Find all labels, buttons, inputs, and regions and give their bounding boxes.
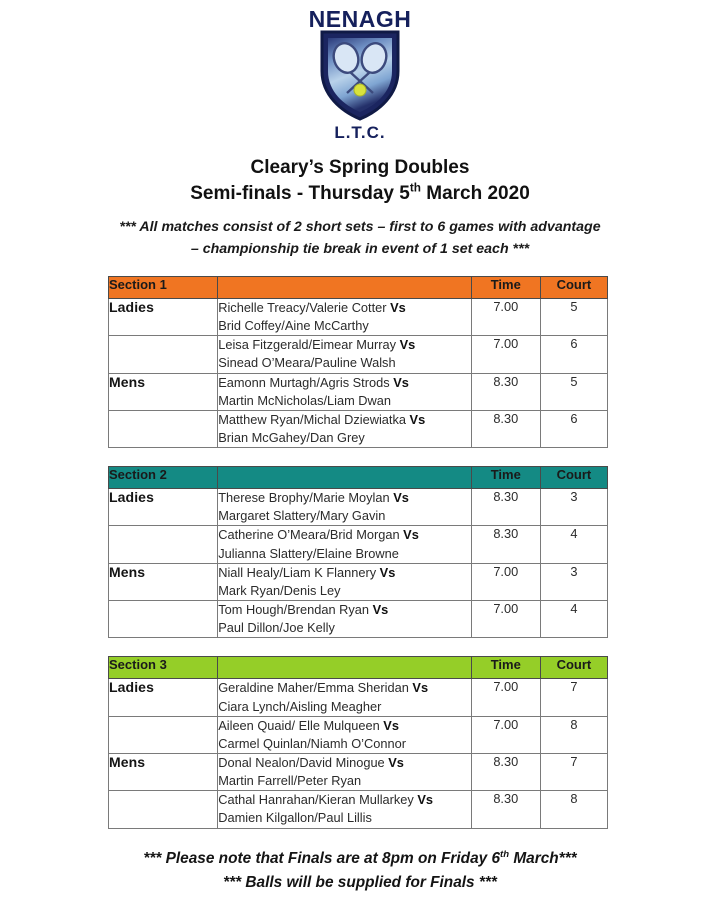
vs-label: Vs [417, 792, 434, 808]
team-a: Therese Brophy/Marie Moylan [218, 490, 390, 506]
team-a: Niall Healy/Liam K Flannery [218, 564, 377, 580]
time-cell: 8.30 [471, 754, 540, 791]
footer-finals-post: March*** [509, 849, 577, 867]
section-name-1: Section 1 [109, 276, 218, 298]
time-cell: 7.00 [471, 336, 540, 373]
team-a: Leisa Fitzgerald/Eimear Murray [218, 337, 397, 353]
match-cell [218, 679, 472, 716]
category-cell [109, 336, 218, 373]
court-cell: 5 [540, 373, 607, 410]
table-row [109, 410, 608, 447]
vs-label: Vs [409, 411, 426, 427]
team-a: Geraldine Maher/Emma Sheridan [218, 680, 409, 696]
category-cell: Mens [109, 754, 218, 791]
time-cell: 8.30 [471, 410, 540, 447]
title-date-ordinal: th [409, 181, 421, 195]
time-column-header-3: Time [471, 657, 540, 679]
match-cell [218, 410, 472, 447]
team-b: Ciara Lynch/Aisling Meagher [218, 698, 382, 714]
table-row [109, 336, 608, 373]
time-cell: 8.30 [471, 791, 540, 828]
time-cell: 7.00 [471, 563, 540, 600]
time-cell: 7.00 [471, 716, 540, 753]
court-cell: 4 [540, 526, 607, 563]
court-cell: 6 [540, 336, 607, 373]
vs-label: Vs [383, 717, 399, 733]
vs-label: Vs [412, 680, 429, 696]
court-cell: 8 [540, 791, 607, 828]
court-cell: 3 [540, 563, 607, 600]
table-row [109, 791, 608, 828]
footer-finals-pre: *** Please note that Finals are at 8pm on Friday 6 [143, 849, 501, 867]
match-cell [218, 526, 472, 563]
team-b: Brid Coffey/Aine McCarthy [218, 318, 369, 334]
section-table-1 [108, 276, 608, 448]
title-line-1: Cleary’s Spring Doubles [250, 157, 470, 178]
team-b: Martin McNicholas/Liam Dwan [218, 392, 392, 408]
match-cell [218, 754, 472, 791]
time-cell: 8.30 [471, 373, 540, 410]
category-cell [109, 791, 218, 828]
match-format-note [0, 217, 720, 260]
section-blank-header-3 [218, 657, 472, 679]
time-column-header-1: Time [471, 276, 540, 298]
match-cell [218, 336, 472, 373]
category-cell: Ladies [109, 489, 218, 526]
team-b: Carmel Quinlan/Niamh O’Connor [218, 735, 406, 751]
court-column-header-1: Court [540, 276, 607, 298]
court-cell: 5 [540, 298, 607, 335]
team-a: Cathal Hanrahan/Kieran Mullarkey [218, 792, 414, 808]
team-a: Aileen Quaid/ Elle Mulqueen [218, 717, 380, 733]
match-cell [218, 601, 472, 638]
time-cell: 7.00 [471, 601, 540, 638]
note-line-1: *** All matches consist of 2 short sets – first to 6 games with advantage [119, 219, 601, 236]
table-row [109, 754, 608, 791]
title-date-post: March 2020 [420, 182, 530, 204]
category-cell [109, 601, 218, 638]
vs-label: Vs [390, 299, 406, 315]
match-cell [218, 716, 472, 753]
team-a: Richelle Treacy/Valerie Cotter [218, 299, 387, 315]
table-row [109, 526, 608, 563]
team-a: Donal Nealon/David Minogue [218, 755, 385, 770]
vs-label: Vs [393, 490, 409, 506]
court-column-header-3: Court [540, 657, 607, 679]
time-cell: 8.30 [471, 489, 540, 526]
vs-label: Vs [393, 374, 409, 390]
match-cell [218, 489, 472, 526]
section-header-row [109, 467, 608, 489]
title-line-2 [0, 181, 720, 207]
team-a: Catherine O’Meara/Brid Morgan [218, 527, 400, 543]
court-cell: 4 [540, 601, 607, 638]
team-b: Martin Farrell/Peter Ryan [218, 773, 362, 789]
table-row [109, 679, 608, 716]
vs-label: Vs [388, 755, 404, 770]
category-cell [109, 716, 218, 753]
team-b: Damien Kilgallon/Paul Lillis [218, 810, 372, 826]
footer-line-2: *** Balls will be supplied for Finals *** [223, 874, 497, 892]
sections-container [0, 276, 720, 829]
section-name-2: Section 2 [109, 467, 218, 489]
table-row [109, 298, 608, 335]
table-row [109, 716, 608, 753]
footer-notes [0, 847, 720, 896]
team-a: Tom Hough/Brendan Ryan [218, 602, 370, 618]
section-table-2 [108, 466, 608, 638]
team-a: Matthew Ryan/Michal Dziewiatka [218, 411, 406, 427]
court-cell: 7 [540, 679, 607, 716]
footer-line-1 [0, 847, 720, 872]
court-cell: 7 [540, 754, 607, 791]
category-cell: Ladies [109, 298, 218, 335]
vs-label: Vs [379, 564, 396, 580]
section-table-3 [108, 656, 608, 828]
club-logo [0, 0, 720, 141]
section-header-row [109, 657, 608, 679]
vs-label: Vs [372, 602, 389, 618]
team-b: Brian McGahey/Dan Grey [218, 429, 365, 445]
team-b: Mark Ryan/Denis Ley [218, 582, 341, 598]
category-cell: Mens [109, 373, 218, 410]
club-initials: L.T.C. [334, 123, 386, 142]
time-cell: 8.30 [471, 526, 540, 563]
vs-label: Vs [403, 527, 419, 543]
table-row [109, 563, 608, 600]
team-b: Julianna Slattery/Elaine Browne [218, 545, 399, 561]
team-b: Paul Dillon/Joe Kelly [218, 620, 335, 636]
section-header-row [109, 276, 608, 298]
time-cell: 7.00 [471, 298, 540, 335]
match-cell [218, 373, 472, 410]
match-cell [218, 298, 472, 335]
note-line-2: – championship tie break in event of 1 set each *** [190, 240, 530, 257]
table-row [109, 373, 608, 410]
club-wordmark: NENAGH [308, 6, 412, 32]
section-name-3: Section 3 [109, 657, 218, 679]
page-title [0, 155, 720, 206]
table-row [109, 489, 608, 526]
match-cell [218, 563, 472, 600]
category-cell: Ladies [109, 679, 218, 716]
match-cell [218, 791, 472, 828]
table-row [109, 601, 608, 638]
category-cell: Mens [109, 563, 218, 600]
title-date-pre: Semi-finals - Thursday 5 [190, 182, 410, 204]
shield-icon [317, 27, 403, 123]
section-blank-header-1 [218, 276, 472, 298]
category-cell [109, 410, 218, 447]
court-cell: 8 [540, 716, 607, 753]
section-blank-header-2 [218, 467, 472, 489]
court-cell: 3 [540, 489, 607, 526]
team-b: Margaret Slattery/Mary Gavin [218, 508, 386, 524]
time-column-header-2: Time [471, 467, 540, 489]
court-cell: 6 [540, 410, 607, 447]
court-column-header-2: Court [540, 467, 607, 489]
team-a: Eamonn Murtagh/Agris Strods [218, 374, 390, 390]
team-b: Sinead O’Meara/Pauline Walsh [218, 355, 396, 371]
time-cell: 7.00 [471, 679, 540, 716]
footer-date-ordinal: th [500, 848, 510, 860]
category-cell [109, 526, 218, 563]
vs-label: Vs [399, 337, 416, 353]
